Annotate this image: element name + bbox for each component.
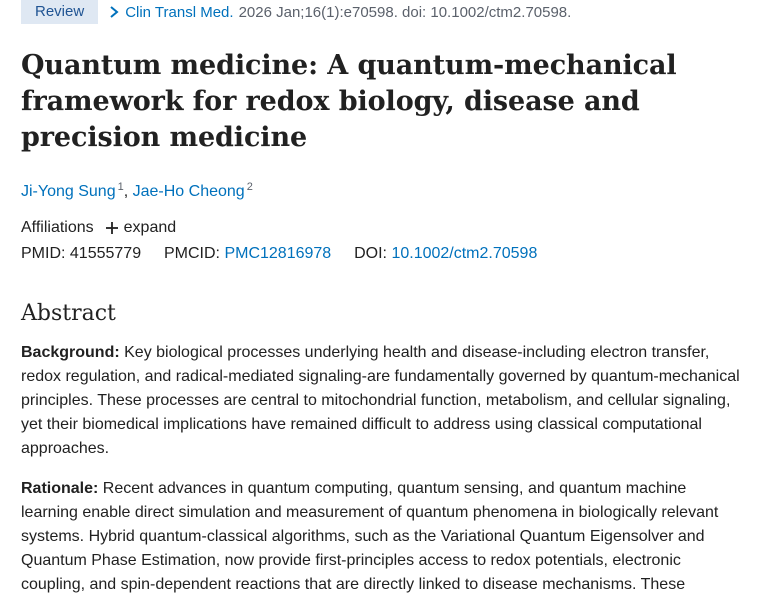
pmid-value: 41555779 — [69, 245, 142, 262]
author-link[interactable]: Jae-Ho Cheong — [132, 183, 245, 200]
pmcid-link[interactable]: PMC12816978 — [224, 245, 332, 262]
page-title: Quantum medicine: A quantum-mechanical framework for redox biology, disease and precision medicine — [21, 50, 677, 153]
expand-label: expand — [123, 219, 177, 236]
abstract-heading: Abstract — [21, 301, 116, 326]
article-meta-row — [21, 0, 741, 24]
article-type-badge: Review — [21, 0, 98, 24]
citation-text: 2026 Jan;16(1):e70598. doi: 10.1002/ctm2.70598. — [238, 3, 572, 21]
expand-affiliations-button[interactable] — [106, 217, 177, 239]
author-list: Ji-Yong Sung $^1$, Jae-Ho Cheong $^2$ — [21, 181, 253, 200]
rationale-label: Rationale: — [21, 480, 99, 497]
abstract-background-paragraph — [21, 341, 741, 461]
affiliations-row — [21, 217, 741, 239]
background-text: Key biological processes underlying health and disease-including electron transfer, redox regulation, and radical-mediated signaling-are fundamentally governed by quantum-mechanical principles. These processes are central to mitochondrial function, metabolism, and cellular signaling, yet their biomedical implications have remained difficult to address using classical computational approaches. — [21, 344, 740, 457]
abstract-rationale-paragraph — [21, 477, 741, 597]
author-affiliation-ref[interactable]: 1 — [117, 181, 124, 193]
doi-link[interactable]: 10.1002/ctm2.70598 — [391, 245, 538, 262]
affiliations-label: Affiliations — [21, 219, 94, 236]
chevron-right-icon[interactable] — [107, 5, 121, 19]
background-label: Background: — [21, 344, 120, 361]
author-link[interactable]: Ji-Yong Sung — [21, 183, 116, 200]
author-affiliation-ref[interactable]: 2 — [246, 181, 253, 193]
identifiers-row — [21, 243, 741, 265]
journal-link[interactable]: Clin Transl Med. — [125, 3, 234, 21]
pmid-label: PMID: — [21, 245, 66, 262]
plus-icon — [106, 222, 118, 234]
doi-label: DOI: — [354, 245, 387, 262]
article-page — [21, 0, 741, 613]
pmcid-label: PMCID: — [164, 245, 220, 262]
rationale-text: Recent advances in quantum computing, quantum sensing, and quantum machine learning enable direct simulation and measurement of quantum phenomena in biologically relevant systems. Hybrid quantum-classical algorithms, such as the Variational Quantum Eigensolver and Quantum Phase Estimation, now provide first-principles access to redox potentials, electronic coupling, and spin-dependent reactions that are directly linked to disease mechanisms. These — [21, 480, 719, 593]
